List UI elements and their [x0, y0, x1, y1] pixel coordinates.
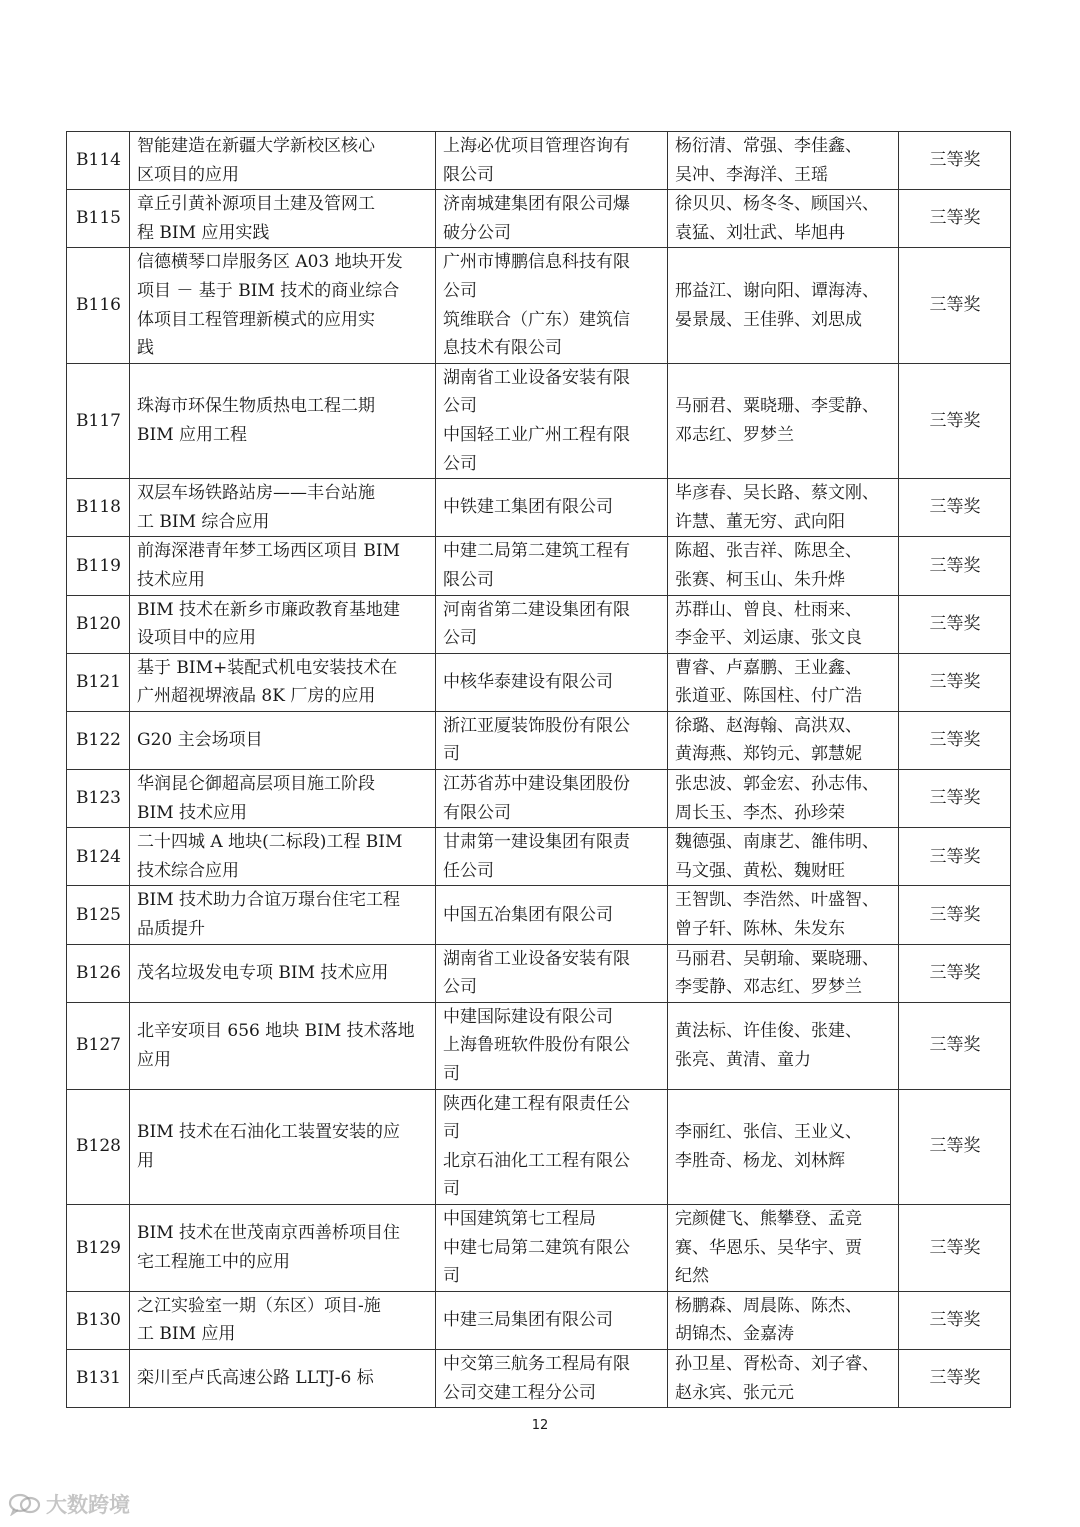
member-line: 杨衍清、常强、李佳鑫、 [675, 136, 862, 156]
company-cell [436, 248, 668, 363]
members-cell [668, 248, 899, 363]
entry-id-cell: B116 [67, 248, 130, 363]
company-cell [436, 1349, 668, 1407]
project-line: 工 BIM 应用 [137, 1324, 236, 1345]
company-line: 湖南省工业设备安装有限 [443, 367, 630, 388]
project-name-cell [130, 1291, 436, 1349]
company-line: 北京石油化工工程有限公 [443, 1150, 630, 1171]
table-row [67, 828, 1011, 886]
company-cell [436, 828, 668, 886]
members-cell [668, 363, 899, 478]
member-line: 徐璐、赵海翰、高洪双、 [675, 715, 862, 736]
member-line: 晏景晟、王佳骅、刘思成 [675, 309, 862, 330]
member-line: 马丽君、粟晓珊、李雯静、 [675, 396, 879, 417]
table-row [67, 132, 1011, 190]
company-line: 司 [443, 744, 460, 765]
project-name-cell [130, 190, 436, 248]
entry-id-cell: B127 [67, 1002, 130, 1089]
project-name-cell [130, 770, 436, 828]
project-name-cell [130, 944, 436, 1002]
project-name-cell [130, 1002, 436, 1089]
member-line: 曾子轩、陈林、朱发东 [675, 919, 845, 940]
member-line: 邓志红、罗梦兰 [675, 424, 794, 445]
award-level-cell: 三等奖 [899, 132, 1011, 190]
table-row [67, 711, 1011, 769]
member-line: 完颜健飞、熊攀登、孟竞 [675, 1208, 862, 1229]
project-line: 双层车场铁路站房——丰台站施 [137, 483, 375, 504]
project-line: 珠海市环保生物质热电工程二期 [137, 396, 375, 417]
company-line: 陕西化建工程有限责任公 [443, 1093, 630, 1114]
company-line: 中核华泰建设有限公司 [443, 671, 613, 692]
award-level-cell: 三等奖 [899, 248, 1011, 363]
entry-id-cell: B123 [67, 770, 130, 828]
members-cell [668, 595, 899, 653]
member-line: 纪然 [675, 1266, 709, 1287]
members-cell [668, 190, 899, 248]
member-line: 徐贝贝、杨冬冬、顾国兴、 [675, 194, 879, 215]
project-line: 设项目中的应用 [137, 628, 256, 649]
table-row [67, 363, 1011, 478]
members-cell [668, 770, 899, 828]
award-level-cell: 三等奖 [899, 1291, 1011, 1349]
company-cell [436, 363, 668, 478]
company-line: 甘肃第一建设集团有限责 [443, 832, 630, 853]
table-row [67, 1089, 1011, 1204]
project-line: 宅工程施工中的应用 [137, 1251, 290, 1272]
entry-id-cell: B114 [67, 132, 130, 190]
company-line: 广州市博鹏信息科技有限 [443, 252, 630, 273]
company-cell [436, 1291, 668, 1349]
project-line: 基于 BIM+装配式机电安装技术在 [137, 657, 398, 678]
members-cell [668, 479, 899, 537]
project-line: 用 [137, 1150, 154, 1171]
member-line: 邢益江、谢向阳、谭海涛、 [675, 280, 879, 301]
company-line: 济南城建集团有限公司爆 [443, 194, 630, 215]
award-level-cell: 三等奖 [899, 828, 1011, 886]
award-level-cell: 三等奖 [899, 479, 1011, 537]
member-line: 赵永宾、张元元 [675, 1382, 794, 1403]
company-line: 任公司 [443, 860, 494, 881]
member-line: 毕彦春、吴长路、蔡文刚、 [675, 483, 879, 504]
table-row [67, 1204, 1011, 1291]
company-line: 司 [443, 1266, 460, 1287]
project-name-cell [130, 711, 436, 769]
members-cell [668, 1204, 899, 1291]
member-line: 李胜奇、杨龙、刘林辉 [675, 1150, 845, 1171]
members-cell [668, 886, 899, 944]
entry-id-cell: B131 [67, 1349, 130, 1407]
company-line: 限公司 [443, 569, 494, 590]
member-line: 周长玉、李杰、孙珍荣 [675, 802, 845, 823]
company-cell [436, 770, 668, 828]
table-row [67, 653, 1011, 711]
project-line: 茂名垃圾发电专项 BIM 技术应用 [137, 962, 389, 983]
watermark-text: 大数跨境 [46, 1493, 130, 1517]
member-line: 苏群山、曾良、杜雨来、 [675, 599, 862, 620]
company-line: 中建七局第二建筑有限公 [443, 1237, 630, 1258]
company-line: 司 [443, 1122, 460, 1143]
company-cell [436, 1002, 668, 1089]
member-line: 黄海燕、郑钧元、郭慧妮 [675, 744, 862, 765]
project-line: 工 BIM 综合应用 [137, 511, 270, 532]
table-row [67, 1291, 1011, 1349]
award-level-cell: 三等奖 [899, 190, 1011, 248]
member-line: 李丽红、张信、王业义、 [675, 1122, 862, 1143]
company-line: 河南省第二建设集团有限 [443, 599, 630, 620]
member-line: 袁猛、刘壮武、毕旭冉 [675, 222, 845, 243]
project-line: 栾川至卢氏高速公路 LLTJ-6 标 [137, 1368, 374, 1389]
table-row [67, 190, 1011, 248]
project-line: 智能建造在新疆大学新校区核心 [137, 136, 375, 156]
project-name-cell [130, 1204, 436, 1291]
project-line: BIM 技术在新乡市廉政教育基地建 [137, 599, 401, 620]
award-level-cell: 三等奖 [899, 1089, 1011, 1204]
members-cell [668, 653, 899, 711]
project-line: 体项目工程管理新模式的应用实 [137, 309, 375, 330]
company-line: 江苏省苏中建设集团股份 [443, 774, 630, 795]
member-line: 孙卫星、胥松奇、刘子睿、 [675, 1353, 879, 1374]
award-level-cell: 三等奖 [899, 711, 1011, 769]
project-line: 二十四城 A 地块(二标段)工程 BIM [137, 832, 403, 853]
project-line: 北辛安项目 656 地块 BIM 技术落地 [137, 1021, 415, 1042]
company-line: 中国五冶集团有限公司 [443, 904, 613, 925]
members-cell [668, 711, 899, 769]
table-row [67, 886, 1011, 944]
entry-id-cell: B128 [67, 1089, 130, 1204]
project-name-cell [130, 363, 436, 478]
project-line: BIM 应用工程 [137, 424, 248, 445]
project-line: 项目 － 基于 BIM 技术的商业综合 [137, 280, 400, 301]
table-row [67, 944, 1011, 1002]
company-line: 破分公司 [443, 222, 511, 243]
company-line: 公司交建工程分公司 [443, 1382, 596, 1403]
company-line: 中国建筑第七工程局 [443, 1208, 596, 1229]
project-name-cell [130, 248, 436, 363]
award-level-cell: 三等奖 [899, 1002, 1011, 1089]
project-name-cell [130, 595, 436, 653]
entry-id-cell: B126 [67, 944, 130, 1002]
member-line: 王智凯、李浩然、叶盛智、 [675, 890, 879, 911]
project-line: 品质提升 [137, 919, 205, 940]
member-line: 张亮、黄清、童力 [675, 1049, 811, 1070]
member-line: 张赛、柯玉山、朱升烨 [675, 569, 845, 590]
company-cell [436, 595, 668, 653]
member-line: 杨鹏森、周晨陈、陈杰、 [675, 1295, 862, 1316]
company-line: 公司 [443, 280, 477, 301]
page-number: 12 [531, 1418, 549, 1433]
table-row [67, 479, 1011, 537]
member-line: 许慧、董无穷、武向阳 [675, 511, 845, 532]
member-line: 陈超、张吉祥、陈思全、 [675, 541, 862, 562]
entry-id-cell: B115 [67, 190, 130, 248]
project-name-cell [130, 886, 436, 944]
project-line: 程 BIM 应用实践 [137, 222, 270, 243]
member-line: 李雯静、邓志红、罗梦兰 [675, 977, 862, 998]
entry-id-cell: B124 [67, 828, 130, 886]
company-cell [436, 190, 668, 248]
project-line: 信德横琴口岸服务区 A03 地块开发 [137, 252, 403, 273]
entry-id-cell: B125 [67, 886, 130, 944]
table-row [67, 537, 1011, 595]
watermark [8, 1489, 130, 1519]
project-line: 技术应用 [137, 569, 205, 590]
member-line: 张忠波、郭金宏、孙志伟、 [675, 774, 879, 795]
company-cell [436, 653, 668, 711]
company-line: 上海鲁班软件股份有限公 [443, 1035, 630, 1056]
company-cell [436, 132, 668, 190]
project-name-cell [130, 653, 436, 711]
table-row [67, 1349, 1011, 1407]
company-line: 公司 [443, 977, 477, 998]
award-level-cell: 三等奖 [899, 537, 1011, 595]
company-cell [436, 1204, 668, 1291]
project-name-cell [130, 828, 436, 886]
award-level-cell: 三等奖 [899, 944, 1011, 1002]
company-cell [436, 944, 668, 1002]
members-cell [668, 1349, 899, 1407]
member-line: 胡锦杰、金嘉涛 [675, 1324, 794, 1345]
award-level-cell: 三等奖 [899, 595, 1011, 653]
member-line: 张道亚、陈国柱、付广浩 [675, 686, 862, 707]
company-line: 中铁建工集团有限公司 [443, 497, 613, 518]
entry-id-cell: B121 [67, 653, 130, 711]
members-cell [668, 1089, 899, 1204]
members-cell [668, 828, 899, 886]
company-line: 息技术有限公司 [443, 338, 562, 359]
member-line: 吴冲、李海洋、王瑶 [675, 164, 828, 185]
project-line: 之江实验室一期（东区）项目-施 [137, 1295, 381, 1316]
members-cell [668, 537, 899, 595]
company-line: 公司 [443, 453, 477, 474]
award-level-cell: 三等奖 [899, 1349, 1011, 1407]
project-line: 前海深港青年梦工场西区项目 BIM [137, 541, 401, 562]
company-line: 中建三局集团有限公司 [443, 1310, 613, 1331]
project-name-cell [130, 132, 436, 190]
company-line: 中建二局第二建筑工程有 [443, 541, 630, 562]
entry-id-cell: B122 [67, 711, 130, 769]
company-cell [436, 479, 668, 537]
company-line: 有限公司 [443, 802, 511, 823]
project-line: 践 [137, 338, 154, 359]
project-line: BIM 技术应用 [137, 802, 248, 823]
table-row [67, 595, 1011, 653]
members-cell [668, 944, 899, 1002]
table-row [67, 248, 1011, 363]
project-line: BIM 技术在石油化工装置安装的应 [137, 1122, 401, 1143]
members-cell [668, 1002, 899, 1089]
table-row [67, 1002, 1011, 1089]
award-level-cell: 三等奖 [899, 363, 1011, 478]
entry-id-cell: B118 [67, 479, 130, 537]
awards-table [66, 131, 1011, 1408]
award-level-cell: 三等奖 [899, 653, 1011, 711]
project-line: BIM 技术助力合谊万璟台住宅工程 [137, 890, 401, 911]
table-row [67, 770, 1011, 828]
company-cell [436, 537, 668, 595]
member-line: 赛、华恩乐、吴华宇、贾 [675, 1237, 862, 1258]
member-line: 李金平、刘运康、张文良 [675, 628, 862, 649]
project-name-cell [130, 1089, 436, 1204]
company-line: 湖南省工业设备安装有限 [443, 948, 630, 969]
project-line: 技术综合应用 [137, 860, 239, 881]
company-line: 中建国际建设有限公司 [443, 1006, 613, 1027]
entry-id-cell: B130 [67, 1291, 130, 1349]
award-level-cell: 三等奖 [899, 770, 1011, 828]
company-line: 浙江亚厦装饰股份有限公 [443, 715, 630, 736]
company-cell [436, 1089, 668, 1204]
award-level-cell: 三等奖 [899, 886, 1011, 944]
company-line: 限公司 [443, 164, 494, 185]
members-cell [668, 132, 899, 190]
project-line: G20 主会场项目 [137, 730, 263, 751]
entry-id-cell: B129 [67, 1204, 130, 1291]
member-line: 曹睿、卢嘉鹏、王业鑫、 [675, 657, 862, 678]
member-line: 马文强、黄松、魏财旺 [675, 860, 845, 881]
company-line: 中交第三航务工程局有限 [443, 1353, 630, 1374]
entry-id-cell: B120 [67, 595, 130, 653]
project-line: 章丘引黄补源项目土建及管网工 [137, 194, 375, 215]
company-line: 司 [443, 1179, 460, 1200]
company-line: 公司 [443, 396, 477, 417]
project-line: 华润昆仑御超高层项目施工阶段 [137, 774, 375, 795]
project-line: 广州超视堺液晶 8K 厂房的应用 [137, 686, 376, 707]
company-line: 中国轻工业广州工程有限 [443, 424, 630, 445]
project-line: 应用 [137, 1049, 171, 1070]
company-cell [436, 886, 668, 944]
members-cell [668, 1291, 899, 1349]
award-level-cell: 三等奖 [899, 1204, 1011, 1291]
company-line: 上海必优项目管理咨询有 [443, 136, 630, 156]
member-line: 黄法标、许佳俊、张建、 [675, 1021, 862, 1042]
company-line: 筑维联合（广东）建筑信 [443, 309, 630, 330]
project-line: BIM 技术在世茂南京西善桥项目住 [137, 1223, 401, 1244]
project-line: 区项目的应用 [137, 164, 239, 185]
project-name-cell [130, 479, 436, 537]
company-cell [436, 711, 668, 769]
member-line: 马丽君、吴朝瑜、粟晓珊、 [675, 948, 879, 969]
entry-id-cell: B119 [67, 537, 130, 595]
company-line: 公司 [443, 628, 477, 649]
entry-id-cell: B117 [67, 363, 130, 478]
company-line: 司 [443, 1064, 460, 1084]
project-name-cell [130, 537, 436, 595]
member-line: 魏德强、南康艺、雒伟明、 [675, 832, 879, 853]
chat-bubble-icon [8, 1492, 42, 1516]
project-name-cell [130, 1349, 436, 1407]
